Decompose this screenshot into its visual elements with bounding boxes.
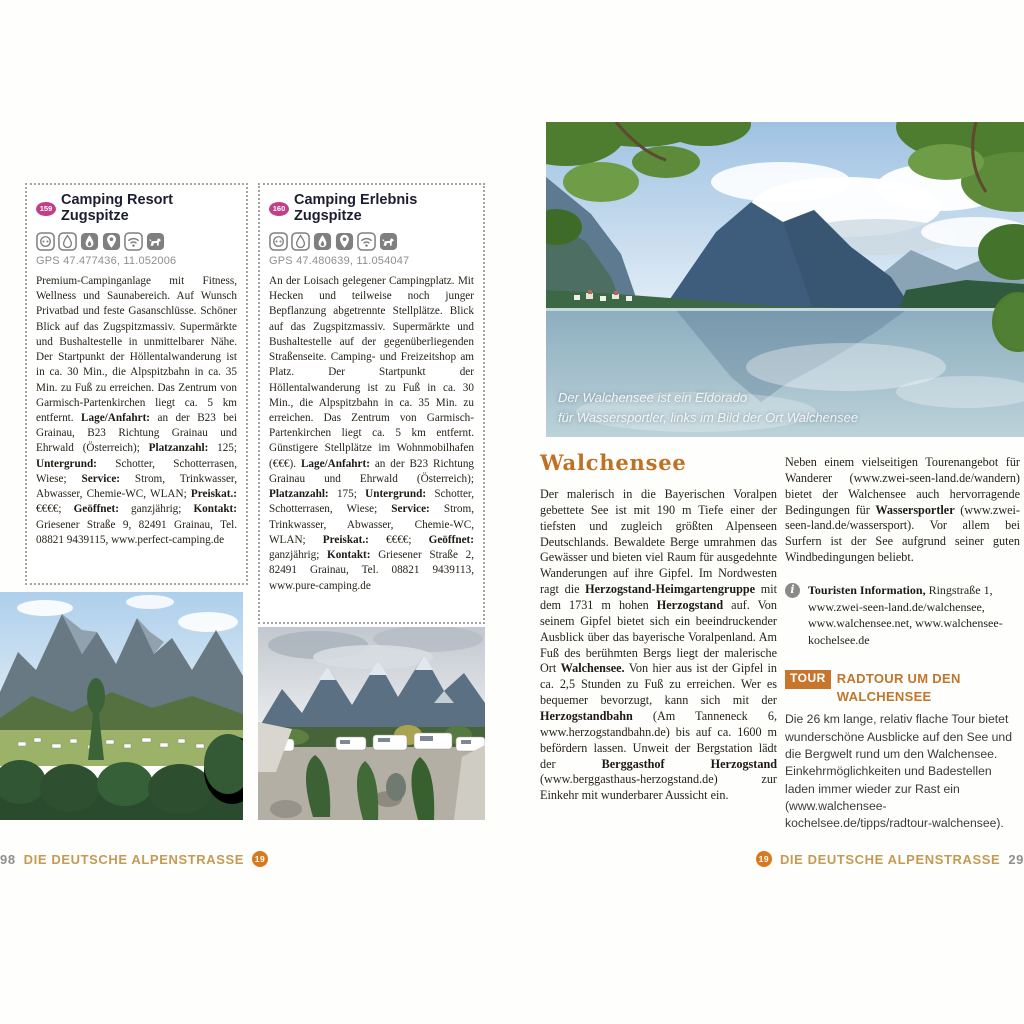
waste-water-disposal-icon (313, 232, 332, 251)
dogs-allowed-icon (379, 232, 398, 251)
drinking-water-icon (291, 232, 310, 251)
campsite-photo-zugspitze-erlebnis (258, 627, 485, 820)
power-outlet-icon (36, 232, 55, 251)
listing-number-badge: 159 (36, 202, 56, 216)
tour-description: Die 26 km lange, relativ flache Tour bietet wunderschöne Ausblicke auf den See und die Bergwelt rund um den Walchensee. Einkehrmöglichkeiten und Badestellen laden immer wieder zur Rast ein (www.walchensee-kochelsee.de/tipps/radtour-walchensee). (785, 712, 1012, 831)
campsite-photo-zugspitze-resort (0, 592, 243, 820)
camping-listing-card (25, 183, 248, 585)
photo-caption-line-2: für Wassersportler, links im Bild der Ort Walchensee (558, 409, 859, 425)
footer-chapter-title: DIE DEUTSCHE ALPENSTRASSE (779, 851, 1001, 867)
page-number: 29 (1008, 851, 1024, 867)
chemical-toilet-disposal-icon (335, 232, 354, 251)
gps-coordinates: GPS 47.477436, 11.052006 (36, 254, 177, 267)
dogs-allowed-icon (146, 232, 165, 251)
listing-header (269, 193, 474, 225)
footer-chapter-title: DIE DEUTSCHE ALPENSTRASSE (23, 851, 245, 867)
right-page-footer (756, 851, 1024, 867)
left-page-footer (0, 851, 268, 867)
section-heading: Walchensee (540, 450, 687, 475)
route-number-badge: 19 (756, 851, 772, 867)
tour-tip-block (785, 670, 1020, 832)
tour-header (785, 670, 1020, 705)
info-icon: i (785, 583, 800, 598)
tourist-information-text: Touristen Information, Ringstraße 1, www.zwei-seen-land.de/walchensee, www.walchensee.net, www.walchensee-kochelsee.de (808, 583, 1003, 647)
power-outlet-icon (269, 232, 288, 251)
right-column (785, 455, 1020, 833)
drinking-water-icon (58, 232, 77, 251)
wifi-icon (357, 232, 376, 251)
listing-description: Premium-Campinganlage mit Fitness, Wellness und Saunabereich. Auf Wunsch Privatbad und feste Gasanschlüsse. Schöner Blick auf das Zugspitzmassiv. Supermärkte und Bushaltestelle in unmittelbarer Nähe. Der Startpunkt der Höllentalwanderung ist in ca. 30 Min., die Alpspitzbahn in ca. 35 Min. zu Fuß zu erreichen. Das Zentrum von Garmisch-Partenkirchen liegt ca. 5 km entfernt. Lage/Anfahrt: an der B23 bei Grainau, B23 Richtung Grainau und Ehrwald (Österreich); Platzanzahl: 125; Untergrund: Schotter, Schotterrasen, Wiese; Service: Strom, Trinkwasser, Abwasser, Chemie-WC, WLAN; Preiskat.: €€€€; Geöffnet: ganzjährig; Kontakt: Griesener Straße 9, 82491 Grainau, Tel. 08821 9439115, www.perfect-camping.de (36, 274, 237, 546)
listing-description: An der Loisach gelegener Campingplatz. Mit Hecken und teilweise noch junger Bepflanzung abgetrennte Stellplätze. Blick auf das Zugspitzmassiv. Supermärkte und Bushaltestelle auf der gegenüberliegenden Straßenseite. Camping- und Freizeitshop am Platz. Der Startpunkt der Höllentalwanderung ist zu Fuß in ca. 30 Min., die Alpspitzbahn in ca. 35 Min. zu erreichen. Das Zentrum von Garmisch-Partenkirchen liegt ca. 5 km entfernt. Günstigere Stellplätze im Wohnmobilhafen (€€€). Lage/Anfahrt: an der B23 Richtung Grainau und Ehrwald (Österreich); Platzanzahl: 175; Untergrund: Schotter, Schotterrasen, Wiese; Service: Strom, Trinkwasser, Abwasser, Chemie-WC, WLAN; Preiskat.: €€€€; Geöffnet: ganzjährig; Kontakt: Griesener Straße 2, 82491 Grainau, Tel. 08821 9439113, www.pure-camping.de (269, 274, 475, 592)
listing-header (36, 193, 237, 225)
watersports-paragraph: Neben einem vielseitigen Tourenangebot für Wanderer (www.zwei-seen-land.de/wandern) bietet der Walchensee auch hervorragende Bedingungen für Wassersportler (www.zwei-seen-land.de/wassersport). Vor allem bei Surfern ist der See aufgrund seiner guten Windbedingungen beliebt. (785, 455, 1020, 565)
walchensee-intro-paragraph: Der malerisch in die Bayerischen Voralpen gebettete See ist mit 190 m Tiefe einer der tiefsten und zugleich größten Alpenseen Deutschlands. Bewaldete Berge umrahmen das Gewässer und bieten viel Raum für ausgedehnte Wanderungen auf ihre Gipfel. Im Nordwesten ragt die Herzogstand-Heimgartengruppe mit dem 1731 m hohen Herzogstand auf. Von seinem Gipfel bietet sich ein beeindruckender Ausblick über das bayerische Voralpenland. Am Fuß des berühmten Bergs liegt der malerische Ort Walchensee. Von hier aus ist der Gipfel in ca. 2,5 Stunden zu Fuß zu erreichen. Wer es bequemer bevorzugt, kann sich mit der Herzogstandbahn (Am Tanneneck 6, www.herzogstandbahn.de) bis auf ca. 1600 m befördern lassen. Unweit der Bergstation lädt der Berggasthof Herzogstand (www.berggasthaus-herzogstand.de) zur Einkehr mit wunderbarer Aussicht ein. (540, 487, 777, 803)
listing-title: Camping Erlebnis Zugspitze (294, 192, 418, 224)
amenity-icon-row (36, 232, 237, 251)
tour-badge: TOUR (785, 670, 831, 689)
tour-title: RADTOUR UM DEN WALCHENSEE (836, 671, 961, 704)
photo-caption (558, 388, 858, 427)
photo-caption-line-1: Der Walchensee ist ein Eldorado (558, 390, 748, 405)
camping-listing-card (258, 183, 485, 624)
tourist-information-block (785, 582, 1020, 648)
wifi-icon (124, 232, 143, 251)
gps-coordinates: GPS 47.480639, 11.054047 (269, 254, 410, 267)
page-number: 98 (0, 851, 16, 867)
walchensee-lake-photo (546, 122, 1024, 437)
chemical-toilet-disposal-icon (102, 232, 121, 251)
listing-title: Camping Resort Zugspitze (61, 192, 173, 224)
route-number-badge: 19 (252, 851, 268, 867)
waste-water-disposal-icon (80, 232, 99, 251)
amenity-icon-row (269, 232, 474, 251)
listing-number-badge: 160 (269, 202, 289, 216)
